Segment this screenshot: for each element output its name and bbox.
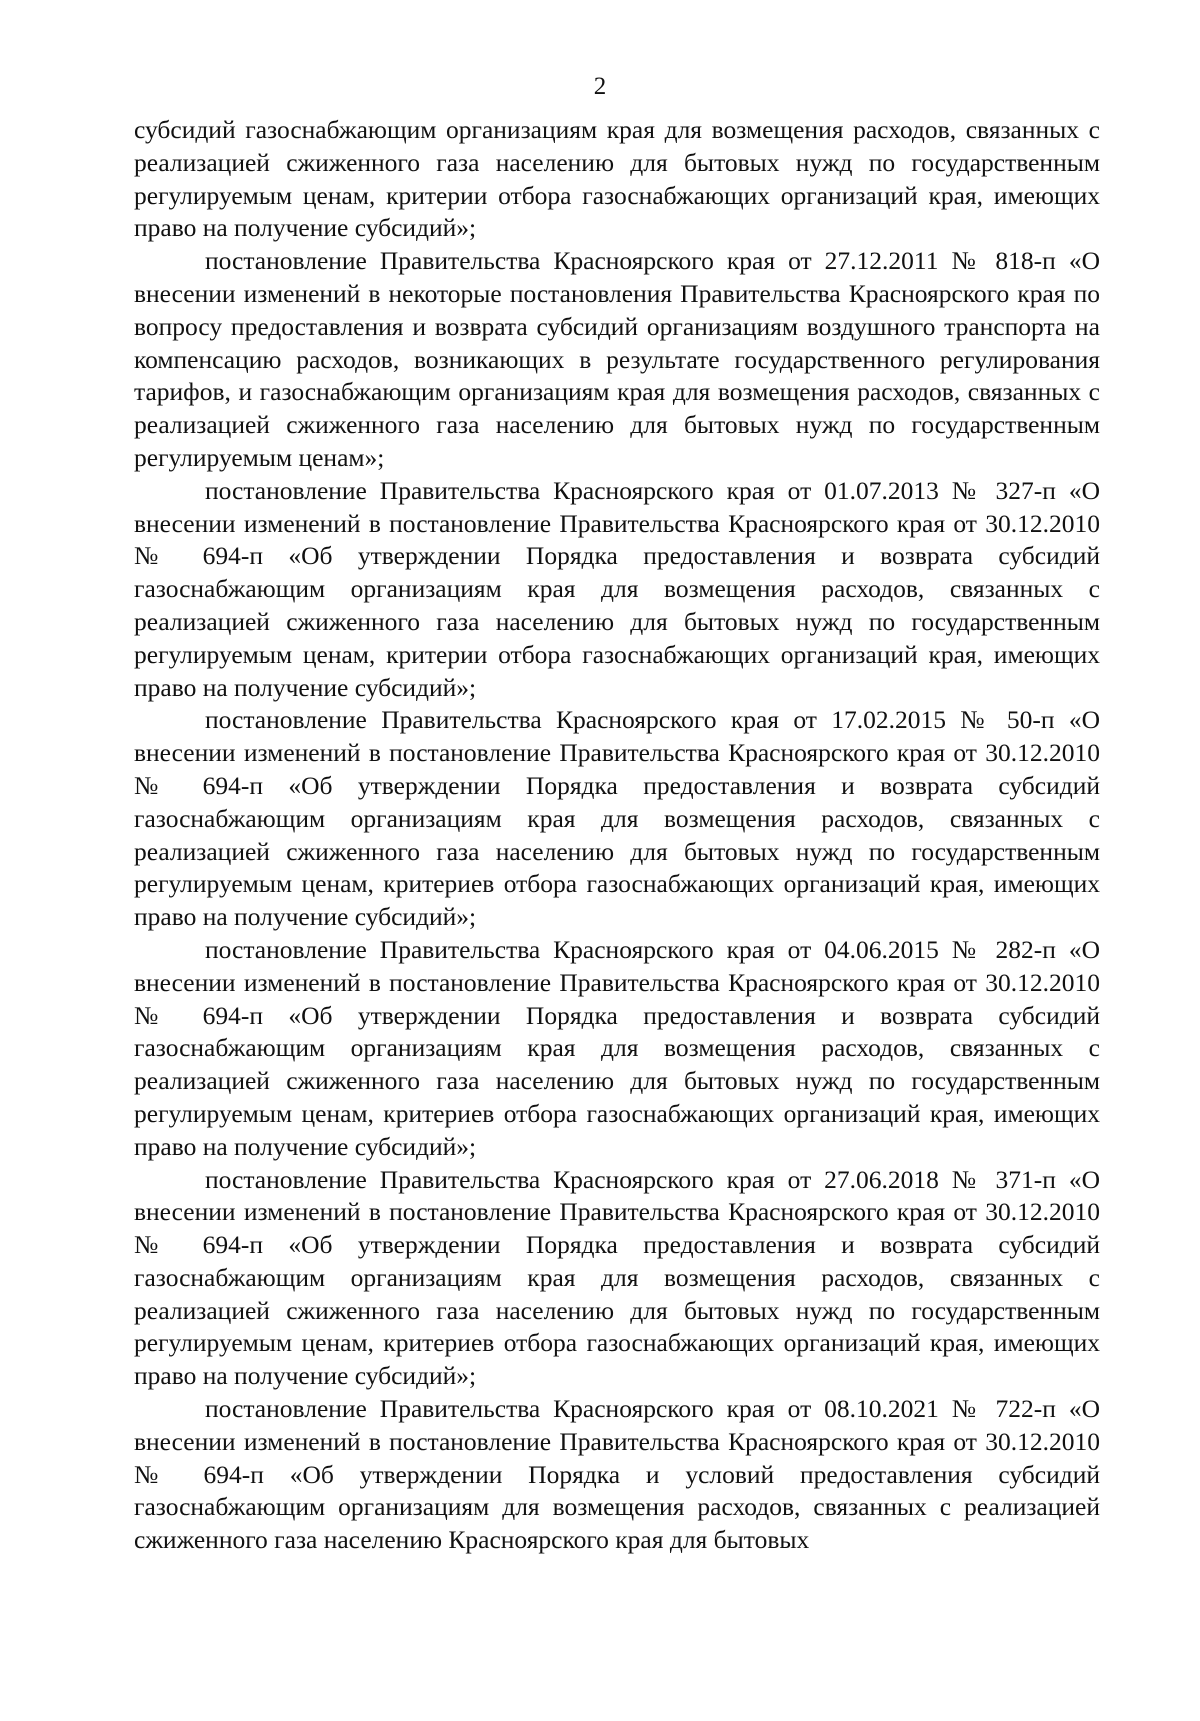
paragraph-resolution-818: постановление Правительства Красноярского края от 27.12.2011 № 818-п «О внесении изменений в некоторые постановления Правительства Красноярского края по вопросу предоставления и возврата субсидий организациям воздушного транспорта на компенсацию расходов, возникающих в результате государственного регулирования тарифов, и газоснабжающим организациям края для возмещения расходов, связанных с реализацией сжиженного газа населению для бытовых нужд по государственным регулируемым ценам»;	[134, 246, 1100, 472]
paragraph-resolution-50: постановление Правительства Красноярского края от 17.02.2015 № 50-п «О внесении изменений в постановление Правительства Красноярского края от 30.12.2010 № 694-п «Об утверждении Порядка предоставления и возврата субсидий газоснабжающим организациям края для возмещения расходов, связанных с реализацией сжиженного газа населению для бытовых нужд по государственным регулируемым ценам, критериев отбора газоснабжающих организаций края, имеющих право на получение субсидий»;	[134, 705, 1100, 932]
paragraph-resolution-282: постановление Правительства Красноярского края от 04.06.2015 № 282-п «О внесении изменений в постановление Правительства Красноярского края от 30.12.2010 № 694-п «Об утверждении Порядка предоставления и возврата субсидий газоснабжающим организациям края для возмещения расходов, связанных с реализацией сжиженного газа населению для бытовых нужд по государственным регулируемым ценам, критериев отбора газоснабжающих организаций края, имеющих право на получение субсидий»;	[134, 934, 1100, 1161]
paragraph-resolution-327: постановление Правительства Красноярского края от 01.07.2013 № 327-п «О внесении изменений в постановление Правительства Красноярского края от 30.12.2010 № 694-п «Об утверждении Порядка предоставления и возврата субсидий газоснабжающим организациям края для возмещения расходов, связанных с реализацией сжиженного газа населению для бытовых нужд по государственным регулируемым ценам, критерии отбора газоснабжающих организаций края, имеющих право на получение субсидий»;	[134, 475, 1100, 702]
document-body	[134, 114, 1100, 1557]
paragraph-resolution-722: постановление Правительства Красноярского края от 08.10.2021 № 722-п «О внесении изменений в постановление Правительства Красноярского края от 30.12.2010 № 694-п «Об утверждении Порядка и условий предоставления субсидий газоснабжающим организациям для возмещения расходов, связанных с реализацией сжиженного газа населению Красноярского края для бытовых	[134, 1394, 1100, 1555]
paragraph-resolution-371: постановление Правительства Красноярского края от 27.06.2018 № 371-п «О внесении изменений в постановление Правительства Красноярского края от 30.12.2010 № 694-п «Об утверждении Порядка предоставления и возврата субсидий газоснабжающим организациям края для возмещения расходов, связанных с реализацией сжиженного газа населению для бытовых нужд по государственным регулируемым ценам, критериев отбора газоснабжающих организаций края, имеющих право на получение субсидий»;	[134, 1164, 1100, 1391]
paragraph-continuation: субсидий газоснабжающим организациям края для возмещения расходов, связанных с реализацией сжиженного газа населению для бытовых нужд по государственным регулируемым ценам, критерии отбора газоснабжающих организаций края, имеющих право на получение субсидий»;	[134, 115, 1100, 243]
page-number: 2	[593, 73, 607, 100]
